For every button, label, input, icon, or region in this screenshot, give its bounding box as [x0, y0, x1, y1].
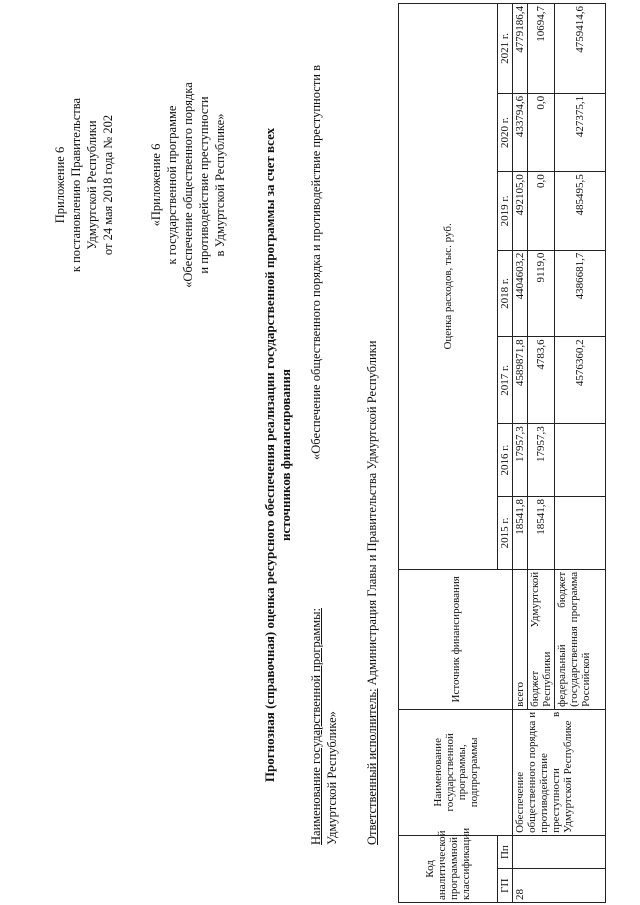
header-gp: ГП	[498, 869, 513, 903]
program-appendix-line4: и противодействие преступности	[197, 96, 211, 274]
program-name-section	[308, 65, 340, 845]
value-cell: 10694,7	[528, 4, 555, 94]
value-cell	[555, 424, 606, 497]
appendix-decree-line: к постановлению Правительства	[69, 97, 83, 273]
header-program-name: Наименование государственной программы, подпрограммы	[399, 709, 513, 835]
appendix-date-line: от 24 мая 2018 года № 202	[101, 114, 115, 256]
pp-code-cell	[513, 835, 606, 869]
value-cell: 0,0	[528, 93, 555, 171]
year-2020: 2020 г.	[498, 93, 513, 171]
responsible-value: Администрация Главы и Правительства Удмуртской Республики	[365, 340, 379, 686]
appendix-header	[52, 65, 116, 305]
value-cell: 4404603,2	[513, 250, 528, 337]
value-cell: 492105,0	[513, 172, 528, 250]
budget-estimate-table	[398, 3, 606, 903]
value-cell: 17957,3	[513, 424, 528, 497]
program-appendix-number: «Приложение 6	[149, 143, 163, 227]
program-appendix-line5: в Удмуртской Республике»	[213, 113, 227, 257]
value-cell: 0,0	[528, 172, 555, 250]
title-line-1: Прогнозная (справочная) оценка ресурсного обеспечения реализации государственной программы за счет всех	[262, 127, 277, 783]
value-cell: 4759414,6	[555, 4, 606, 94]
year-2018: 2018 г.	[498, 250, 513, 337]
program-name-value-part2: Удмуртской Республике»	[325, 711, 339, 845]
program-name-value-part1: «Обеспечение общественного порядка и противодействие преступности в	[309, 65, 323, 460]
header-code: Код аналитической программной классификации	[399, 835, 498, 902]
value-cell: 4386681,7	[555, 250, 606, 337]
header-estimate: Оценка расходов, тыс. руб.	[399, 4, 498, 570]
value-cell: 427375,1	[555, 93, 606, 171]
year-2017: 2017 г.	[498, 337, 513, 424]
value-cell: 4783,6	[528, 337, 555, 424]
value-cell: 4779186,4	[513, 4, 528, 94]
document-title	[262, 45, 294, 865]
year-2019: 2019 г.	[498, 172, 513, 250]
table-row	[513, 4, 528, 903]
year-2015: 2015 г.	[498, 497, 513, 570]
year-2016: 2016 г.	[498, 424, 513, 497]
source-cell: бюджет Удмуртской Республики	[528, 569, 555, 709]
header-source: Источник финансирования	[399, 569, 513, 709]
value-cell: 17957,3	[528, 424, 555, 497]
value-cell: 433794,6	[513, 93, 528, 171]
year-2021: 2021 г.	[498, 4, 513, 94]
value-cell	[555, 497, 606, 570]
program-name-cell: Обеспечение общественного порядка и противодействие преступности в Удмуртской Республике	[513, 709, 606, 835]
title-line-2: источников финансирования	[278, 369, 293, 541]
value-cell: 4589871,8	[513, 337, 528, 424]
gp-code-cell: 28	[513, 869, 606, 903]
source-cell: всего	[513, 569, 528, 709]
program-appendix-line2: к государственной программе	[165, 105, 179, 265]
responsible-executor	[365, 341, 380, 845]
appendix-republic-line: Удмуртской Республики	[85, 120, 99, 250]
responsible-label: Ответственный исполнитель:	[365, 688, 379, 845]
table-header-row-1	[399, 4, 498, 903]
program-appendix-header	[148, 55, 228, 315]
value-cell: 9119,0	[528, 250, 555, 337]
value-cell: 18541,8	[513, 497, 528, 570]
value-cell: 18541,8	[528, 497, 555, 570]
program-appendix-line3: «Обеспечение общественного порядка	[181, 82, 195, 288]
value-cell: 4576360,2	[555, 337, 606, 424]
value-cell: 485495,5	[555, 172, 606, 250]
source-cell: федеральный бюджет (государственная программа Российской	[555, 569, 606, 709]
header-pp: Пп	[498, 835, 513, 869]
appendix-number: Приложение 6	[53, 146, 67, 224]
program-name-label: Наименование государственной программы:	[309, 607, 323, 845]
